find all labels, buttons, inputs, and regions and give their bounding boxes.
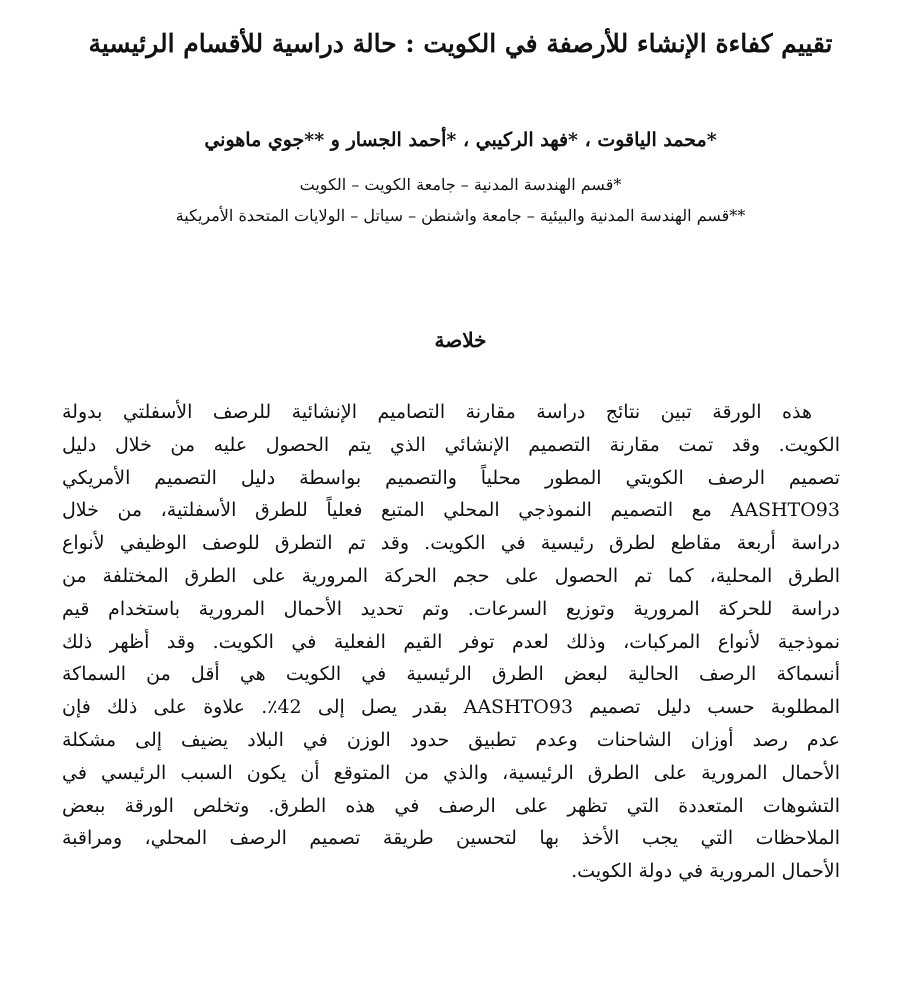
abstract-line: تصميم الرصف الكويتي المطور محلياً والتصميم بواسطة دليل التصميم الأمريكي	[62, 466, 840, 489]
abstract-line: الملاحظات التي يجب الأخذ بها لتحسين طريقة تصميم الرصف المحلي، ومراقبة	[62, 827, 840, 850]
abstract-body	[62, 396, 840, 888]
abstract-line: دراسة للحركة المرورية وتوزيع السرعات. وتم تحديد الأحمال المرورية باستخدام قيم	[62, 597, 840, 620]
abstract-line: المطلوبة حسب دليل تصميم AASHTO93 بقدر يصل إلى 42٪. علاوة على ذلك فإن	[62, 696, 840, 719]
abstract-line: هذه الورقة تبين نتائج دراسة مقارنة التصاميم الإنشائية للرصف الأسفلتي بدولة	[62, 401, 812, 423]
abstract-line: عدم رصد أوزان الشاحنات وعدم تطبيق حدود الوزن في البلاد يضيف إلى مشكلة	[62, 728, 840, 751]
abstract-line: الأحمال المرورية على الطرق الرئيسية، والذي من المتوقع أن يكون السبب الرئيسي في	[62, 761, 840, 784]
affiliation-kuwait-university: *قسم الهندسة المدنية – جامعة الكويت – الكويت	[299, 175, 622, 194]
abstract-line: دراسة أربعة مقاطع لطرق رئيسية في الكويت. وقد تم التطرق للوصف الوظيفي لأنواع	[62, 532, 840, 555]
abstract-line: أنسماكة الرصف الحالية لبعض الطرق الرئيسية في الكويت هي أقل من السماكة	[62, 663, 840, 686]
abstract-line: الكويت. وقد تمت مقارنة التصميم الإنشائي الذي يتم الحصول عليه من خلال دليل	[62, 433, 840, 456]
abstract-heading: خلاصة	[434, 328, 487, 352]
paper-title: تقييم كفاءة الإنشاء للأرصفة في الكويت : حالة دراسية للأقسام الرئيسية	[88, 29, 833, 58]
abstract-line: AASHTO93 مع التصميم النموذجي المحلي المتبع فعلياً للطرق الأسفلتية، من خلال	[62, 499, 840, 522]
affiliation-university-of-washington: **قسم الهندسة المدنية والبيئية – جامعة واشنطن – سياتل – الولايات المتحدة الأمريكية	[175, 206, 746, 225]
abstract-line: نموذجية لأنواع المركبات، وذلك لعدم توفر القيم الفعلية في الكويت. وقد أظهر ذلك	[62, 630, 840, 653]
author-list: *محمد الياقوت ، *فهد الركيبي ، *أحمد الجسار و **جوي ماهوني	[204, 129, 717, 151]
abstract-line: الطرق المحلية، كما تم الحصول على حجم الحركة المرورية على الطرق المختلفة من	[62, 564, 840, 587]
abstract-line: الأحمال المرورية في دولة الكويت.	[571, 860, 840, 883]
abstract-line: التشوهات المتعددة التي تظهر على الرصف في هذه الطرق. وتخلص الورقة ببعض	[62, 794, 840, 817]
